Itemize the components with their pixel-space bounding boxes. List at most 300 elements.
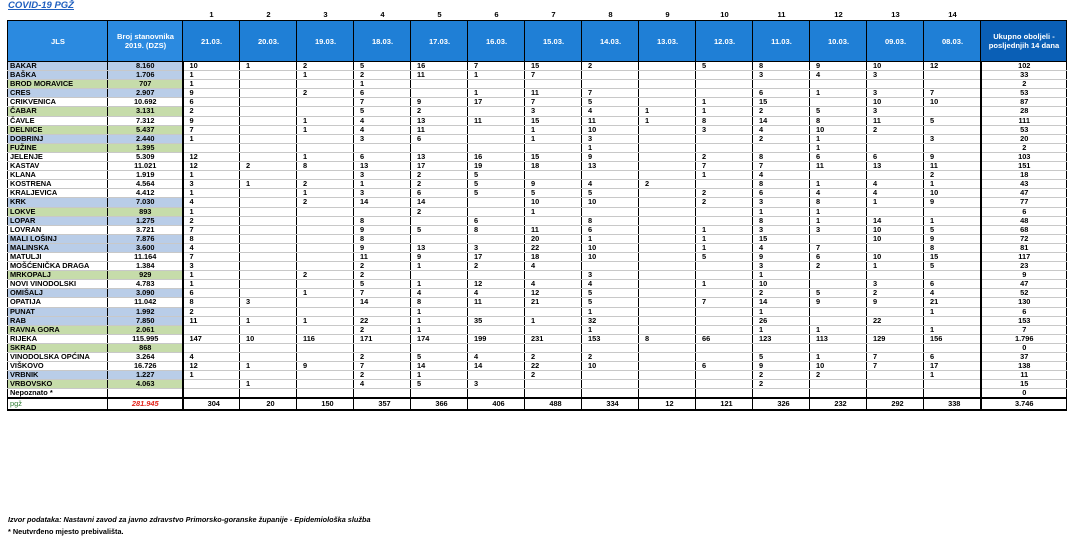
case-count-cell: 3 bbox=[525, 107, 582, 116]
case-count-cell: 3 bbox=[468, 380, 525, 389]
total-cell: 33 bbox=[981, 71, 1067, 80]
case-count-cell bbox=[240, 116, 297, 125]
case-count-cell: 1 bbox=[753, 207, 810, 216]
case-count-cell: 1 bbox=[411, 325, 468, 334]
case-count-cell: 1 bbox=[867, 198, 924, 207]
case-count-cell: 1 bbox=[525, 134, 582, 143]
case-count-cell: 9 bbox=[411, 98, 468, 107]
municipality-name: CRIKVENICA bbox=[8, 98, 108, 107]
case-count-cell: 3 bbox=[354, 171, 411, 180]
total-cell: 87 bbox=[981, 98, 1067, 107]
case-count-cell: 8 bbox=[753, 180, 810, 189]
case-count-cell: 8 bbox=[696, 116, 753, 125]
case-count-cell: 4 bbox=[810, 189, 867, 198]
case-count-cell bbox=[240, 143, 297, 152]
case-count-cell bbox=[639, 71, 696, 80]
case-count-cell: 3 bbox=[753, 225, 810, 234]
case-count-cell: 10 bbox=[183, 62, 240, 71]
case-count-cell: 1 bbox=[183, 207, 240, 216]
table-row bbox=[8, 134, 1067, 143]
case-count-cell: 2 bbox=[354, 353, 411, 362]
case-count-cell bbox=[582, 380, 639, 389]
case-count-cell: 1 bbox=[411, 371, 468, 380]
case-count-cell: 26 bbox=[753, 316, 810, 325]
case-count-cell: 5 bbox=[810, 107, 867, 116]
case-count-cell: 1 bbox=[582, 143, 639, 152]
table-row bbox=[8, 225, 1067, 234]
case-count-cell bbox=[639, 189, 696, 198]
total-cell: 138 bbox=[981, 362, 1067, 371]
case-count-cell bbox=[297, 225, 354, 234]
population-cell: 8.160 bbox=[108, 62, 183, 71]
case-count-cell: 3 bbox=[753, 71, 810, 80]
case-count-cell bbox=[639, 262, 696, 271]
case-count-cell: 3 bbox=[354, 134, 411, 143]
column-number: 8 bbox=[608, 9, 613, 19]
case-count-cell bbox=[183, 380, 240, 389]
case-count-cell: 11 bbox=[468, 116, 525, 125]
case-count-cell: 11 bbox=[183, 316, 240, 325]
case-count-cell: 5 bbox=[924, 116, 981, 125]
case-count-cell bbox=[867, 134, 924, 143]
case-count-cell: 5 bbox=[354, 62, 411, 71]
case-count-cell: 16 bbox=[468, 152, 525, 161]
header-jls: JLS bbox=[8, 21, 108, 62]
total-cell: 102 bbox=[981, 62, 1067, 71]
municipality-name: MALI LOŠINJ bbox=[8, 234, 108, 243]
case-count-cell: 66 bbox=[696, 334, 753, 343]
case-count-cell: 2 bbox=[753, 289, 810, 298]
case-count-cell: 8 bbox=[753, 152, 810, 161]
population-cell: 2.440 bbox=[108, 134, 183, 143]
case-count-cell: 3 bbox=[582, 271, 639, 280]
case-count-cell bbox=[297, 380, 354, 389]
case-count-cell: 2 bbox=[468, 262, 525, 271]
case-count-cell: 2 bbox=[354, 71, 411, 80]
case-count-cell: 1 bbox=[183, 171, 240, 180]
case-count-cell bbox=[240, 71, 297, 80]
case-count-cell: 15 bbox=[753, 234, 810, 243]
case-count-cell: 19 bbox=[468, 162, 525, 171]
case-count-cell: 10 bbox=[753, 280, 810, 289]
case-count-cell bbox=[639, 152, 696, 161]
case-count-cell: 13 bbox=[411, 243, 468, 252]
case-count-cell: 4 bbox=[354, 125, 411, 134]
case-count-cell bbox=[639, 371, 696, 380]
population-cell: 868 bbox=[108, 343, 183, 352]
case-count-cell: 1 bbox=[696, 234, 753, 243]
municipality-name: OMIŠALJ bbox=[8, 289, 108, 298]
case-count-cell bbox=[639, 143, 696, 152]
case-count-cell: 1 bbox=[468, 71, 525, 80]
case-count-cell: 10 bbox=[867, 234, 924, 243]
table-row bbox=[8, 380, 1067, 389]
case-count-cell: 7 bbox=[183, 225, 240, 234]
case-count-cell bbox=[354, 207, 411, 216]
case-count-cell: 22 bbox=[354, 316, 411, 325]
case-count-cell bbox=[753, 389, 810, 399]
case-count-cell: 12 bbox=[924, 62, 981, 71]
population-cell: 11.042 bbox=[108, 298, 183, 307]
case-count-cell: 4 bbox=[582, 180, 639, 189]
case-count-cell bbox=[525, 216, 582, 225]
total-cell: 37 bbox=[981, 353, 1067, 362]
header-date: 17.03. bbox=[411, 21, 468, 62]
case-count-cell bbox=[696, 216, 753, 225]
case-count-cell: 22 bbox=[525, 243, 582, 252]
case-count-cell: 6 bbox=[867, 152, 924, 161]
case-count-cell: 21 bbox=[525, 298, 582, 307]
case-count-cell bbox=[810, 316, 867, 325]
case-count-cell: 2 bbox=[411, 180, 468, 189]
case-count-cell bbox=[297, 134, 354, 143]
case-count-cell bbox=[810, 271, 867, 280]
case-count-cell bbox=[639, 80, 696, 89]
case-count-cell bbox=[924, 71, 981, 80]
case-count-cell: 15 bbox=[753, 98, 810, 107]
case-count-cell bbox=[240, 125, 297, 134]
case-count-cell: 10 bbox=[867, 225, 924, 234]
case-count-cell bbox=[639, 353, 696, 362]
case-count-cell: 4 bbox=[525, 262, 582, 271]
case-count-cell: 1 bbox=[810, 180, 867, 189]
case-count-cell: 4 bbox=[753, 125, 810, 134]
population-cell: 1.919 bbox=[108, 171, 183, 180]
case-count-cell: 18 bbox=[525, 252, 582, 261]
case-count-cell bbox=[525, 380, 582, 389]
population-cell: 707 bbox=[108, 80, 183, 89]
population-cell: 2.907 bbox=[108, 89, 183, 98]
case-count-cell: 129 bbox=[867, 334, 924, 343]
case-count-cell bbox=[582, 207, 639, 216]
case-count-cell: 4 bbox=[753, 243, 810, 252]
case-count-cell: 116 bbox=[297, 334, 354, 343]
case-count-cell bbox=[639, 289, 696, 298]
case-count-cell bbox=[810, 307, 867, 316]
case-count-cell: 1 bbox=[582, 325, 639, 334]
case-count-cell: 8 bbox=[639, 334, 696, 343]
case-count-cell: 8 bbox=[753, 216, 810, 225]
case-count-cell: 4 bbox=[468, 353, 525, 362]
total-cell: 6 bbox=[981, 307, 1067, 316]
municipality-name: RIJEKA bbox=[8, 334, 108, 343]
case-count-cell: 1 bbox=[810, 89, 867, 98]
case-count-cell: 7 bbox=[183, 125, 240, 134]
case-count-cell: 2 bbox=[411, 207, 468, 216]
case-count-cell: 2 bbox=[183, 107, 240, 116]
case-count-cell: 3 bbox=[924, 134, 981, 143]
case-count-cell: 1 bbox=[354, 80, 411, 89]
table-row bbox=[8, 271, 1067, 280]
case-count-cell: 11 bbox=[354, 252, 411, 261]
column-number: 14 bbox=[948, 9, 957, 19]
case-count-cell: 8 bbox=[354, 234, 411, 243]
table-row bbox=[8, 234, 1067, 243]
case-count-cell: 2 bbox=[183, 216, 240, 225]
case-count-cell bbox=[297, 234, 354, 243]
case-count-cell: 1 bbox=[297, 189, 354, 198]
case-count-cell: 2 bbox=[297, 198, 354, 207]
case-count-cell: 17 bbox=[924, 362, 981, 371]
case-count-cell: 11 bbox=[411, 125, 468, 134]
municipality-name: ČABAR bbox=[8, 107, 108, 116]
case-count-cell: 14 bbox=[867, 216, 924, 225]
case-count-cell: 6 bbox=[582, 225, 639, 234]
case-count-cell bbox=[639, 62, 696, 71]
case-count-cell: 12 bbox=[183, 152, 240, 161]
case-count-cell: 1 bbox=[525, 207, 582, 216]
case-count-cell bbox=[924, 207, 981, 216]
case-count-cell bbox=[525, 307, 582, 316]
day-total-cell: 304 bbox=[183, 398, 240, 410]
population-cell: 115.995 bbox=[108, 334, 183, 343]
municipality-name: MALINSKA bbox=[8, 243, 108, 252]
table-row bbox=[8, 298, 1067, 307]
case-count-cell: 14 bbox=[354, 298, 411, 307]
total-cell: 130 bbox=[981, 298, 1067, 307]
table-row bbox=[8, 162, 1067, 171]
table-row bbox=[8, 343, 1067, 352]
case-count-cell bbox=[297, 325, 354, 334]
municipality-name: KRALJEVICA bbox=[8, 189, 108, 198]
municipality-name: KLANA bbox=[8, 171, 108, 180]
case-count-cell: 21 bbox=[924, 298, 981, 307]
case-count-cell: 4 bbox=[411, 289, 468, 298]
table-row bbox=[8, 171, 1067, 180]
case-count-cell: 7 bbox=[867, 362, 924, 371]
day-total-cell: 357 bbox=[354, 398, 411, 410]
case-count-cell: 7 bbox=[582, 89, 639, 98]
case-count-cell: 12 bbox=[525, 289, 582, 298]
case-count-cell: 171 bbox=[354, 334, 411, 343]
case-count-cell: 17 bbox=[411, 162, 468, 171]
case-count-cell bbox=[240, 243, 297, 252]
case-count-cell: 2 bbox=[183, 307, 240, 316]
total-cell: 117 bbox=[981, 252, 1067, 261]
case-count-cell: 9 bbox=[924, 198, 981, 207]
footnote: * Neutvrđeno mjesto prebivališta. bbox=[8, 527, 124, 536]
case-count-cell bbox=[354, 307, 411, 316]
case-count-cell bbox=[696, 316, 753, 325]
case-count-cell: 8 bbox=[297, 162, 354, 171]
case-count-cell: 14 bbox=[411, 362, 468, 371]
case-count-cell: 13 bbox=[411, 116, 468, 125]
case-count-cell: 10 bbox=[582, 243, 639, 252]
case-count-cell bbox=[639, 298, 696, 307]
case-count-cell: 3 bbox=[753, 262, 810, 271]
population-cell: 7.850 bbox=[108, 316, 183, 325]
case-count-cell bbox=[639, 280, 696, 289]
case-count-cell: 1 bbox=[810, 134, 867, 143]
case-count-cell bbox=[297, 243, 354, 252]
table-row bbox=[8, 362, 1067, 371]
day-total-cell: 12 bbox=[639, 398, 696, 410]
case-count-cell bbox=[468, 307, 525, 316]
case-count-cell: 7 bbox=[525, 98, 582, 107]
population-cell: 3.131 bbox=[108, 107, 183, 116]
case-count-cell: 5 bbox=[468, 180, 525, 189]
case-count-cell: 3 bbox=[867, 89, 924, 98]
municipality-name: BAKAR bbox=[8, 62, 108, 71]
case-count-cell bbox=[297, 307, 354, 316]
case-count-cell: 6 bbox=[354, 89, 411, 98]
grand-total: 3.746 bbox=[981, 398, 1067, 410]
municipality-name: ČAVLE bbox=[8, 116, 108, 125]
case-count-cell: 4 bbox=[867, 189, 924, 198]
population-cell: 3.264 bbox=[108, 353, 183, 362]
case-count-cell: 10 bbox=[582, 198, 639, 207]
case-count-cell: 2 bbox=[411, 171, 468, 180]
case-count-cell: 2 bbox=[297, 89, 354, 98]
case-count-cell: 13 bbox=[867, 162, 924, 171]
case-count-cell: 113 bbox=[810, 334, 867, 343]
population-cell: 3.600 bbox=[108, 243, 183, 252]
case-count-cell bbox=[639, 234, 696, 243]
header-date: 18.03. bbox=[354, 21, 411, 62]
day-total-cell: 232 bbox=[810, 398, 867, 410]
case-count-cell bbox=[468, 325, 525, 334]
population-cell: 1.395 bbox=[108, 143, 183, 152]
total-cell: 0 bbox=[981, 343, 1067, 352]
case-count-cell: 2 bbox=[297, 180, 354, 189]
case-count-cell: 6 bbox=[924, 353, 981, 362]
header-date: 14.03. bbox=[582, 21, 639, 62]
header-total: Ukupno oboljeli - posljednjih 14 dana bbox=[981, 21, 1067, 62]
case-count-cell: 1 bbox=[297, 125, 354, 134]
case-count-cell: 10 bbox=[924, 98, 981, 107]
case-count-cell bbox=[810, 380, 867, 389]
total-cell: 47 bbox=[981, 189, 1067, 198]
case-count-cell: 1 bbox=[411, 280, 468, 289]
population-cell: 7.030 bbox=[108, 198, 183, 207]
case-count-cell bbox=[639, 198, 696, 207]
case-count-cell: 12 bbox=[468, 280, 525, 289]
case-count-cell bbox=[240, 80, 297, 89]
case-count-cell: 10 bbox=[582, 252, 639, 261]
page-title: COVID-19 PGŽ bbox=[8, 0, 74, 11]
case-count-cell: 2 bbox=[924, 171, 981, 180]
case-count-cell: 2 bbox=[753, 380, 810, 389]
table-row bbox=[8, 307, 1067, 316]
case-count-cell bbox=[696, 262, 753, 271]
municipality-name: SKRAD bbox=[8, 343, 108, 352]
table-row bbox=[8, 252, 1067, 261]
case-count-cell: 3 bbox=[240, 298, 297, 307]
case-count-cell bbox=[924, 389, 981, 399]
header-row bbox=[8, 21, 1067, 62]
population-cell: 7.876 bbox=[108, 234, 183, 243]
case-count-cell: 4 bbox=[582, 107, 639, 116]
case-count-cell: 1 bbox=[639, 116, 696, 125]
case-count-cell: 6 bbox=[354, 152, 411, 161]
case-count-cell: 4 bbox=[810, 71, 867, 80]
municipality-name: RAB bbox=[8, 316, 108, 325]
case-count-cell: 1 bbox=[696, 280, 753, 289]
municipality-name: NOVI VINODOLSKI bbox=[8, 280, 108, 289]
case-count-cell: 11 bbox=[525, 225, 582, 234]
case-count-cell bbox=[411, 389, 468, 399]
case-count-cell: 11 bbox=[867, 116, 924, 125]
case-count-cell: 174 bbox=[411, 334, 468, 343]
case-count-cell: 18 bbox=[525, 162, 582, 171]
case-count-cell bbox=[867, 380, 924, 389]
header-date: 19.03. bbox=[297, 21, 354, 62]
case-count-cell: 7 bbox=[183, 252, 240, 261]
case-count-cell: 9 bbox=[810, 62, 867, 71]
case-count-cell bbox=[411, 80, 468, 89]
case-count-cell: 6 bbox=[411, 189, 468, 198]
case-count-cell: 1 bbox=[924, 307, 981, 316]
header-date: 11.03. bbox=[753, 21, 810, 62]
population-cell: 1.227 bbox=[108, 371, 183, 380]
case-count-cell bbox=[582, 389, 639, 399]
case-count-cell bbox=[696, 325, 753, 334]
population-cell: 3.721 bbox=[108, 225, 183, 234]
case-count-cell: 5 bbox=[582, 98, 639, 107]
case-count-cell: 9 bbox=[354, 225, 411, 234]
case-count-cell: 9 bbox=[810, 298, 867, 307]
population-cell: 929 bbox=[108, 271, 183, 280]
case-count-cell: 1 bbox=[867, 262, 924, 271]
case-count-cell: 3 bbox=[810, 225, 867, 234]
case-count-cell: 9 bbox=[582, 152, 639, 161]
table-row bbox=[8, 316, 1067, 325]
column-number: 13 bbox=[891, 9, 900, 19]
case-count-cell: 13 bbox=[411, 152, 468, 161]
case-count-cell bbox=[696, 307, 753, 316]
case-count-cell bbox=[240, 280, 297, 289]
case-count-cell: 7 bbox=[696, 298, 753, 307]
total-cell: 43 bbox=[981, 180, 1067, 189]
case-count-cell: 1 bbox=[810, 207, 867, 216]
case-count-cell: 1 bbox=[240, 362, 297, 371]
total-cell: 20 bbox=[981, 134, 1067, 143]
case-count-cell: 1 bbox=[468, 89, 525, 98]
case-count-cell bbox=[639, 125, 696, 134]
case-count-cell: 5 bbox=[411, 225, 468, 234]
case-count-cell: 7 bbox=[753, 162, 810, 171]
case-count-cell: 1 bbox=[240, 316, 297, 325]
total-cell: 18 bbox=[981, 171, 1067, 180]
case-count-cell bbox=[867, 307, 924, 316]
case-count-cell: 7 bbox=[696, 162, 753, 171]
case-count-cell: 1 bbox=[696, 243, 753, 252]
total-cell: 7 bbox=[981, 325, 1067, 334]
case-count-cell: 1 bbox=[183, 80, 240, 89]
case-count-cell: 1 bbox=[753, 307, 810, 316]
municipality-name: JELENJE bbox=[8, 152, 108, 161]
case-count-cell: 8 bbox=[411, 298, 468, 307]
case-count-cell bbox=[639, 389, 696, 399]
case-count-cell: 1 bbox=[525, 125, 582, 134]
case-count-cell: 10 bbox=[867, 252, 924, 261]
column-number: 4 bbox=[380, 9, 385, 19]
case-count-cell bbox=[468, 234, 525, 243]
case-count-cell: 5 bbox=[525, 189, 582, 198]
case-count-cell: 5 bbox=[468, 189, 525, 198]
total-cell: 81 bbox=[981, 243, 1067, 252]
total-cell: 52 bbox=[981, 289, 1067, 298]
case-count-cell bbox=[183, 325, 240, 334]
case-count-cell bbox=[867, 325, 924, 334]
day-total-cell: 150 bbox=[297, 398, 354, 410]
case-count-cell: 9 bbox=[753, 252, 810, 261]
case-count-cell: 4 bbox=[354, 116, 411, 125]
case-count-cell bbox=[639, 362, 696, 371]
case-count-cell: 6 bbox=[183, 289, 240, 298]
case-count-cell: 1 bbox=[696, 98, 753, 107]
case-count-cell: 1 bbox=[924, 180, 981, 189]
